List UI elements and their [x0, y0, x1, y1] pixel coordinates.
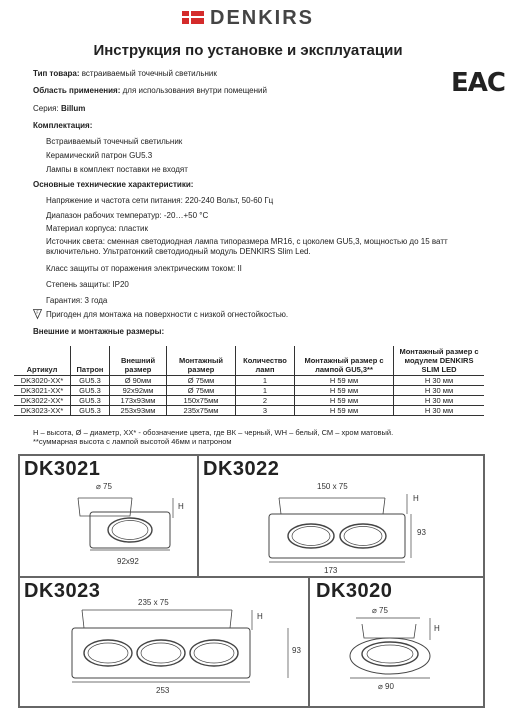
- table-cell: GU5.3: [71, 406, 110, 416]
- table-cell: Ø 75мм: [167, 376, 236, 386]
- outer-width-label: 173: [324, 566, 338, 575]
- flammable-surface-icon: [33, 309, 42, 319]
- kit-item: Лампы в комплект поставки не входят: [46, 165, 188, 174]
- drawing-title: DK3021: [24, 458, 101, 480]
- table-row: [14, 376, 484, 386]
- height-label: H: [434, 624, 440, 633]
- table-header-row: [14, 346, 484, 376]
- kit-item: Встраиваемый точечный светильник: [46, 137, 183, 146]
- spec-item: Диапазон рабочих температур: -20…+50 °С: [46, 211, 209, 220]
- table-row: [14, 386, 484, 396]
- table-cell: H 30 мм: [394, 376, 485, 386]
- page-title: Инструкция по установке и эксплуатации: [93, 42, 403, 59]
- height-label: H: [178, 502, 184, 511]
- specs-heading: Основные технические характеристики:: [33, 180, 194, 189]
- dk3022-drawing: [199, 456, 483, 576]
- hole-size-label: 150 x 75: [317, 482, 348, 491]
- drawing-title: DK3020: [316, 580, 393, 602]
- drawing-title: DK3022: [203, 458, 280, 480]
- spec-item: Класс защиты от поражения электрическим током: II: [46, 264, 242, 273]
- table-cell: DK3023-XX*: [14, 406, 71, 416]
- spec-item: Напряжение и частота сети питания: 220-240 Вольт, 50-60 Гц: [46, 196, 274, 205]
- series-row: Серия: Billum: [33, 104, 86, 113]
- outer-width-label: 253: [156, 686, 170, 695]
- column-header: Артикул: [14, 346, 71, 376]
- column-header: Монтажный размер с модулем DENKIRS SLIM LED: [394, 346, 485, 376]
- spec-item: Степень защиты: IP20: [46, 280, 129, 289]
- column-header: Патрон: [71, 346, 110, 376]
- table-row: [14, 396, 484, 406]
- brand-name: DENKIRS: [210, 7, 315, 29]
- column-header: Монтажный размер: [167, 346, 236, 376]
- table-cell: 92х92мм: [110, 386, 167, 396]
- column-header: Монтажный размер с лампой GU5,3**: [295, 346, 394, 376]
- spec-item: Источник света: сменная светодиодная лампа типоразмера MR16, с цоколем GU5,3, мощностью до 15 ватт включительно. Ультратонкий светодиодный модуль DENKIRS Slim Led.: [46, 237, 448, 256]
- svg-text:F: F: [36, 310, 39, 315]
- footnote: **суммарная высота с лампой высотой 46мм и патроном: [33, 437, 232, 446]
- hole-diameter-label: ⌀ 75: [372, 606, 388, 615]
- drawing-panel-dk3022: [197, 454, 485, 578]
- flag-icon: [182, 11, 204, 24]
- dk3021-drawing: [20, 456, 197, 576]
- table-cell: H 30 мм: [394, 406, 485, 416]
- dimensions-heading: Внешние и монтажные размеры:: [33, 327, 165, 336]
- table-cell: GU5.3: [71, 376, 110, 386]
- dk3020-drawing: [310, 578, 483, 706]
- footnote: H – высота, Ø – диаметр, XX* - обозначение цвета, где ВК – черный, WH – белый, СМ – хром матовый.: [33, 428, 394, 437]
- application-row: Область применения: для использования внутри помещений: [33, 86, 267, 95]
- table-cell: H 59 мм: [295, 386, 394, 396]
- table-cell: DK3020-XX*: [14, 376, 71, 386]
- drawing-panel-dk3021: [18, 454, 199, 578]
- table-cell: 235х75мм: [167, 406, 236, 416]
- table-cell: Ø 75мм: [167, 386, 236, 396]
- drawing-panel-dk3020: [308, 576, 485, 708]
- outer-size-label: 92x92: [117, 557, 139, 566]
- spec-item: Гарантия: 3 года: [46, 296, 108, 305]
- outer-height-label: 93: [417, 528, 426, 537]
- table-cell: H 59 мм: [295, 376, 394, 386]
- table-cell: 3: [236, 406, 295, 416]
- table-cell: 173х93мм: [110, 396, 167, 406]
- table-cell: GU5.3: [71, 386, 110, 396]
- kit-item: Керамический патрон GU5.3: [46, 151, 153, 160]
- spec-item: Материал корпуса: пластик: [46, 224, 149, 233]
- hole-size-label: 235 x 75: [138, 598, 169, 607]
- drawing-title: DK3023: [24, 580, 101, 602]
- table-cell: 1: [236, 386, 295, 396]
- column-header: Внешний размер: [110, 346, 167, 376]
- table-cell: Ø 90мм: [110, 376, 167, 386]
- product-type-row: Тип товара: встраиваемый точечный светильник: [33, 69, 217, 78]
- hole-diameter-label: ⌀ 75: [96, 482, 112, 491]
- outer-height-label: 93: [292, 646, 301, 655]
- dimensions-table: [14, 346, 484, 416]
- outer-diameter-label: ⌀ 90: [378, 682, 394, 691]
- table-row: [14, 406, 484, 416]
- table-cell: 253х93мм: [110, 406, 167, 416]
- table-cell: 2: [236, 396, 295, 406]
- mounting-note: Пригоден для монтажа на поверхности с низкой огнестойкостью.: [46, 310, 289, 319]
- table-cell: H 30 мм: [394, 396, 485, 406]
- table-cell: GU5.3: [71, 396, 110, 406]
- brand-logo: [0, 6, 496, 28]
- height-label: H: [413, 494, 419, 503]
- column-header: Количество ламп: [236, 346, 295, 376]
- table-cell: H 59 мм: [295, 406, 394, 416]
- table-cell: H 30 мм: [394, 386, 485, 396]
- table-cell: 150х75мм: [167, 396, 236, 406]
- table-cell: H 59 мм: [295, 396, 394, 406]
- kit-heading: Комплектация:: [33, 121, 93, 130]
- eac-mark: EAC: [451, 68, 505, 98]
- table-cell: DK3021-XX*: [14, 386, 71, 396]
- table-cell: DK3022-XX*: [14, 396, 71, 406]
- height-label: H: [257, 612, 263, 621]
- drawing-panel-dk3023: [18, 576, 310, 708]
- table-cell: 1: [236, 376, 295, 386]
